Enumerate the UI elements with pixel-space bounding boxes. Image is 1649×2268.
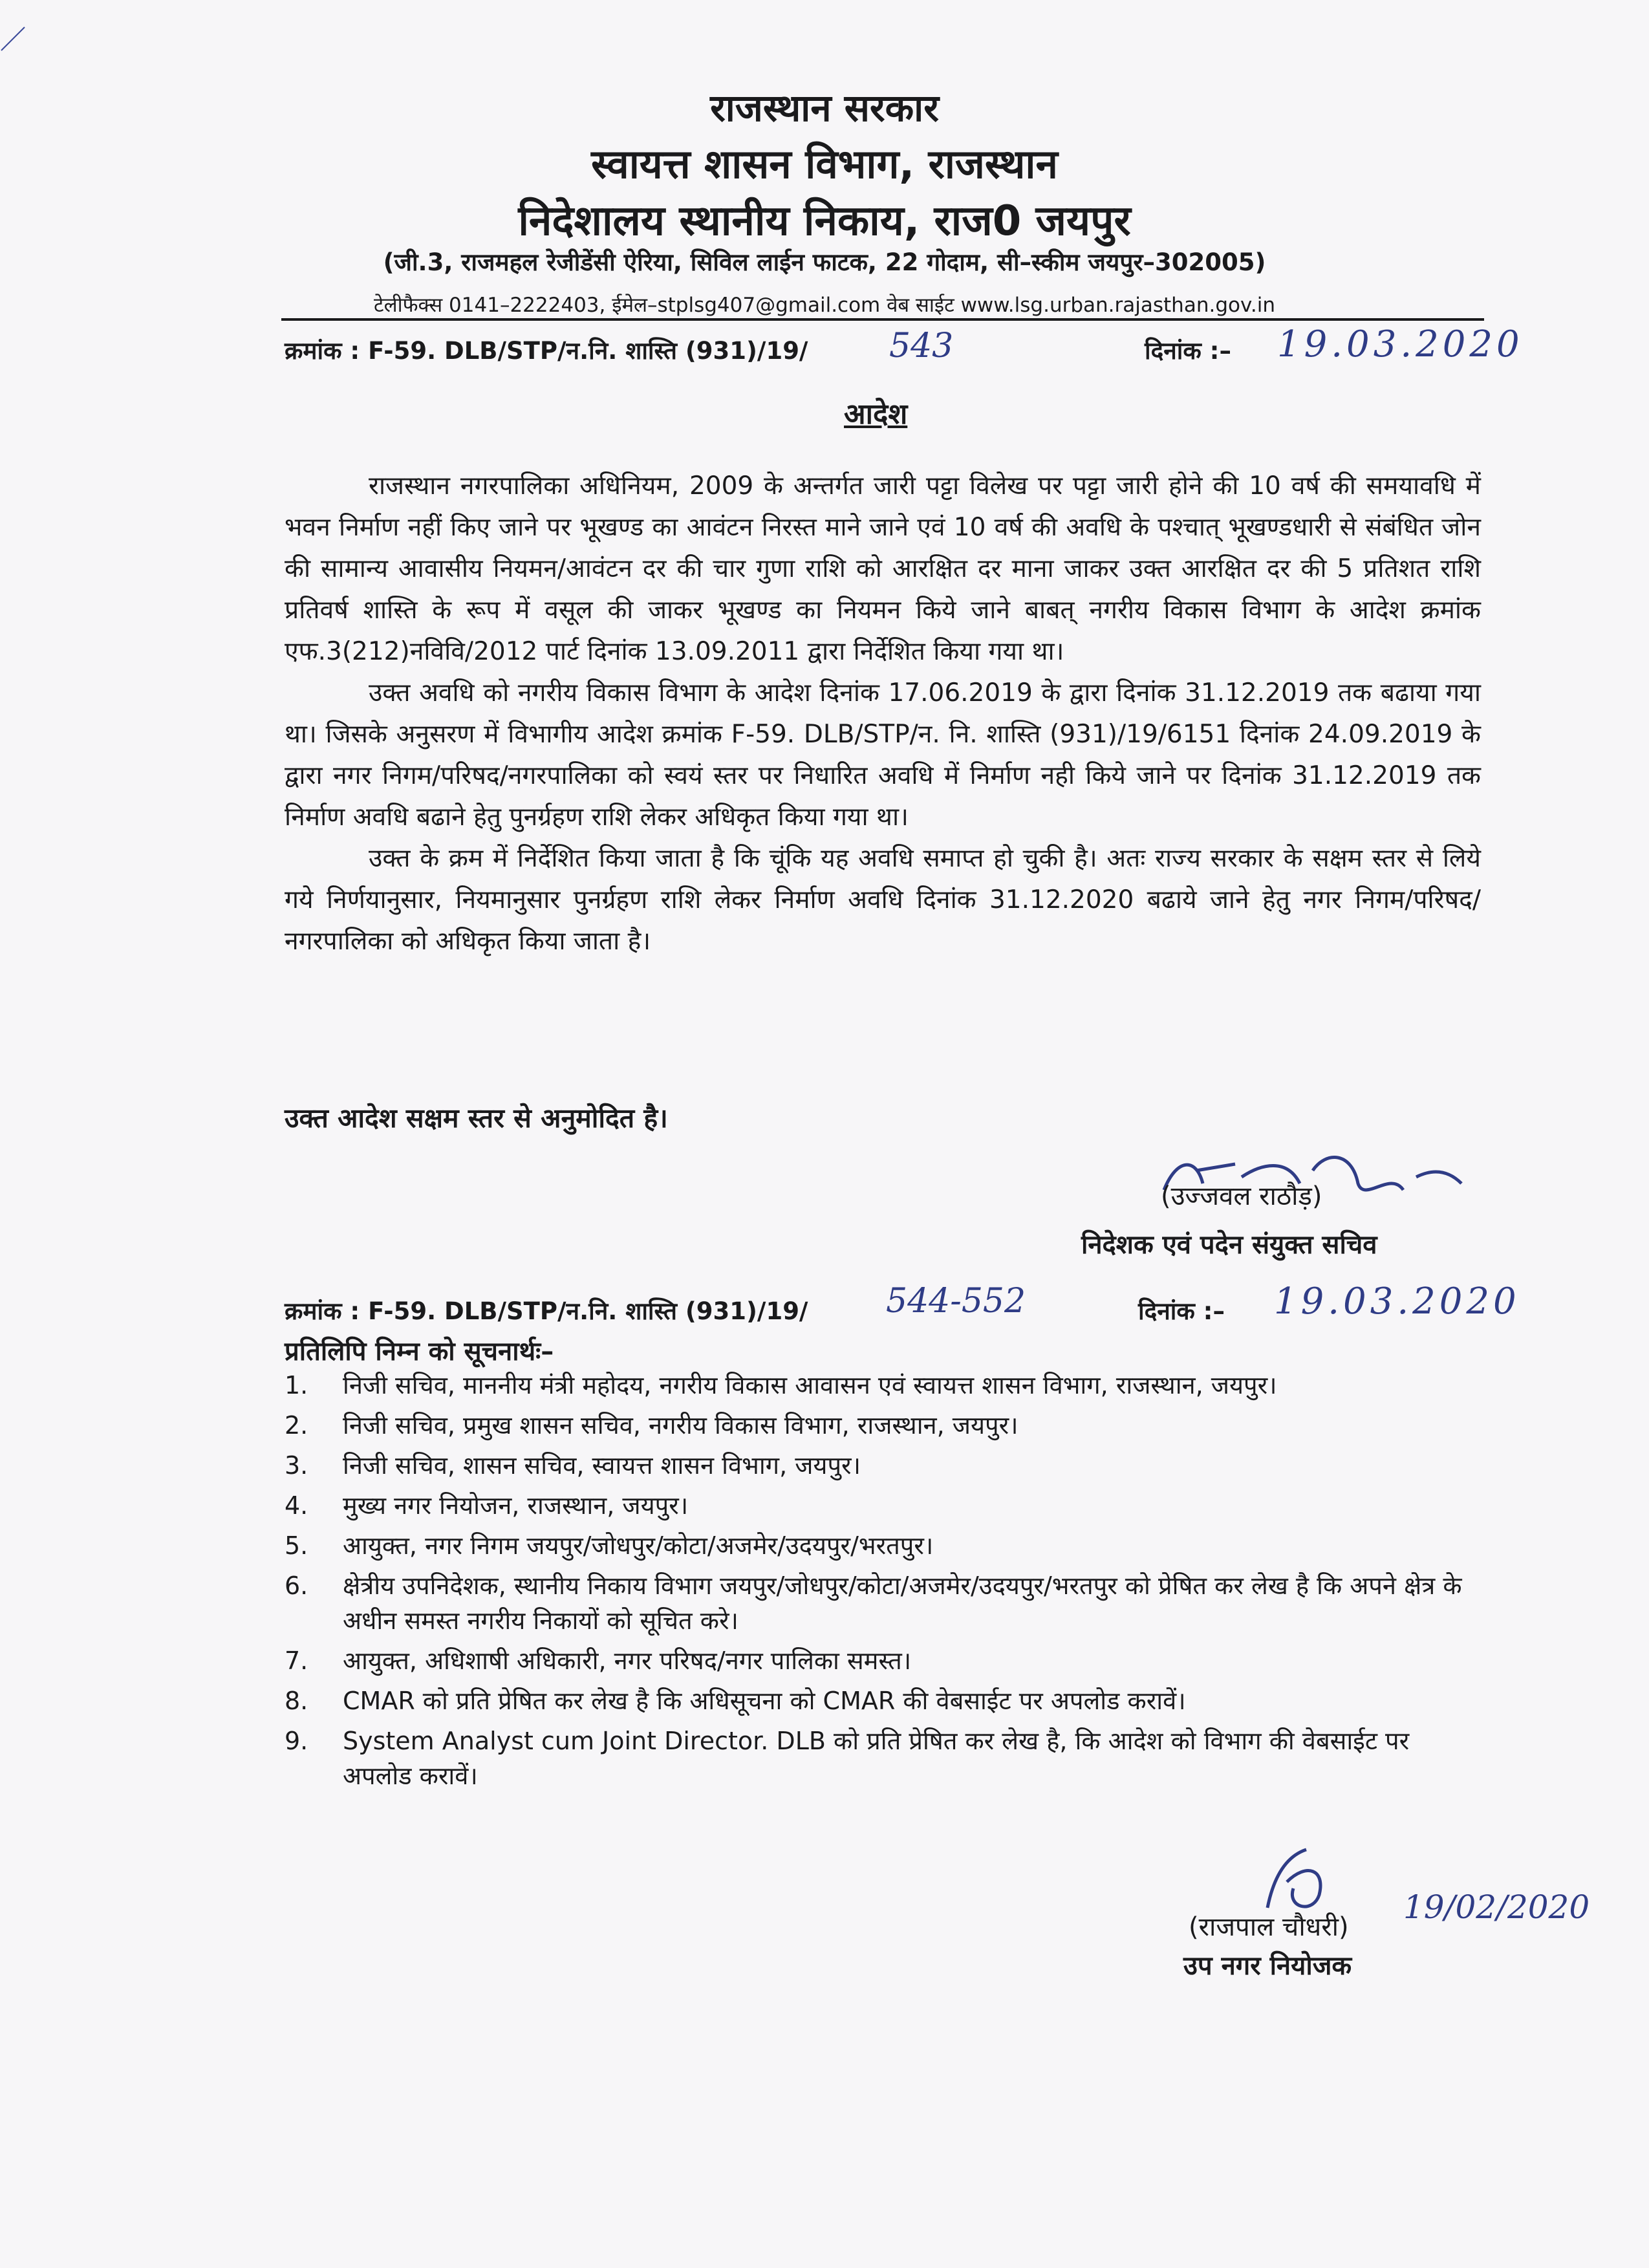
contact-info: टेलीफैक्स 0141–2222403, ईमेल–stplsg407@gmail.com वेब साईट www.lsg.urban.rajasthan.gov.in: [373, 294, 1276, 317]
header-divider: [281, 318, 1484, 321]
signatory-2-name: (राजपाल चौधरी): [1189, 1912, 1349, 1942]
signatory-2-handwritten-date: 19/02/2020: [1403, 1888, 1590, 1926]
list-item: 2. निजी सचिव, प्रमुख शासन सचिव, नगरीय विकास विभाग, राजस्थान, जयपुर।: [285, 1411, 1018, 1440]
list-item: 5. आयुक्त, नगर निगम जयपुर/जोधपुर/कोटा/अजमेर/उदयपुर/भरतपुर।: [285, 1531, 934, 1560]
list-item: 4. मुख्य नगर नियोजन, राजस्थान, जयपुर।: [285, 1491, 689, 1520]
paragraph-2: उक्त अवधि को नगरीय विकास विभाग के आदेश दिनांक 17.06.2019 के द्वारा दिनांक 31.12.2019 तक बढाया गया था। जिसके अनुसरण में विभागीय आदेश क्रमांक F-59. DLB/STP/न. नि. शास्ति (931)/19/6151 दिनांक 24.09.2019 के द्वारा नगर निगम/परिषद/नगरपालिका को स्वयं स्तर पर निधारित अवधि में निर्माण नही किये जाने पर दिनांक 31.12.2019 तक निर्माण अवधि बढाने हेतु पुनर्ग्रहण राशि लेकर अधिकृत किया गया था।: [285, 678, 1481, 832]
list-item: 8. CMAR को प्रति प्रेषित कर लेख है कि अधिसूचना को CMAR की वेबसाईट पर अपलोड करावें।: [285, 1687, 1186, 1715]
ref-number-handwritten: 543: [889, 327, 954, 365]
copy-ref-number-label: क्रमांक : F-59. DLB/STP/न.नि. शास्ति (931)/19/: [285, 1297, 808, 1325]
approval-statement: उक्त आदेश सक्षम स्तर से अनुमोदित है।: [285, 1103, 668, 1134]
office-address: (जी.3, राजमहल रेजीडेंसी ऐरिया, सिविल लाईन फाटक, 22 गोदाम, सी–स्कीम जयपुर–302005): [383, 248, 1266, 276]
directorate-name: निदेशालय स्थानीय निकाय, राज0 जयपुर: [518, 197, 1131, 245]
govt-name: राजस्थान सरकार: [710, 86, 939, 130]
list-item: 3. निजी सचिव, शासन सचिव, स्वायत्त शासन विभाग, जयपुर।: [285, 1451, 861, 1480]
paragraph-3: उक्त के क्रम में निर्देशित किया जाता है कि चूंकि यह अवधि समाप्त हो चुकी है। अतः राज्य सरकार के सक्षम स्तर से लिये गये निर्णयानुसार, नियमानुसार पुनर्ग्रहण राशि लेकर निर्माण अवधि दिनांक 31.12.2020 बढाये जाने हेतु नगर निगम/परिषद/नगरपालिका को अधिकृत किया जाता है।: [285, 844, 1481, 956]
paragraph-1: राजस्थान नगरपालिका अधिनियम, 2009 के अन्तर्गत जारी पट्टा विलेख पर पट्टा जारी होने की 10 वर्ष की समयावधि में भवन निर्माण नहीं किए जाने पर भूखण्ड का आवंटन निरस्त माने जाने एवं 10 वर्ष की अवधि के पश्चात् भूखण्डधारी से संबंधित जोन की सामान्य आवासीय नियमन/आवंटन दर की चार गुणा राशि को आरक्षित दर माना जाकर उक्त आरक्षित दर की 5 प्रतिशत राशि प्रतिवर्ष शास्ति के रूप में वसूल की जाकर भूखण्ड का नियमन किये जाने बाबत् नगरीय विकास विभाग के आदेश क्रमांक एफ.3(212)नविवि/2012 पार्ट दिनांक 13.09.2011 द्वारा निर्देशित किया गया था।: [285, 471, 1481, 666]
copy-date-label: दिनांक :–: [1138, 1297, 1225, 1325]
date-label: दिनांक :–: [1145, 337, 1231, 365]
signatory-1-name: (उज्जवल राठौड़): [1161, 1182, 1322, 1211]
list-item: 7. आयुक्त, अधिशाषी अधिकारी, नगर परिषद/नगर पालिका समस्त।: [285, 1647, 912, 1675]
copy-list: [285, 1368, 1481, 1798]
list-item: 9. System Analyst cum Joint Director. DLB को प्रति प्रेषित कर लेख है, कि आदेश को विभाग की वेबसाईट पर अपलोड करावें।: [285, 1727, 1410, 1790]
order-title: आदेश: [844, 398, 908, 431]
scan-mark: [0, 26, 26, 52]
ref-number-label: क्रमांक : F-59. DLB/STP/न.नि. शास्ति (931)/19/: [285, 337, 808, 365]
order-body: [285, 466, 1481, 962]
list-item: 6. क्षेत्रीय उपनिदेशक, स्थानीय निकाय विभाग जयपुर/जोधपुर/कोटा/अजमेर/उदयपुर/भरतपुर को प्रेषित कर लेख है कि अपने क्षेत्र के अधीन समस्त नगरीय निकायों को सूचित करे।: [285, 1571, 1462, 1635]
copy-heading: प्रतिलिपि निम्न को सूचनार्थः–: [285, 1337, 554, 1366]
copy-ref-number-handwritten: 544-552: [886, 1282, 1026, 1321]
list-item: 1. निजी सचिव, माननीय मंत्री महोदय, नगरीय विकास आवासन एवं स्वायत्त शासन विभाग, राजस्थान, जयपुर।: [285, 1371, 1277, 1399]
signatory-1-title: निदेशक एवं पदेन संयुक्त सचिव: [1081, 1230, 1377, 1260]
signatory-2-title: उप नगर नियोजक: [1183, 1951, 1352, 1981]
department-name: स्वायत्त शासन विभाग, राजस्थान: [591, 140, 1058, 188]
copy-date-handwritten: 19.03.2020: [1274, 1280, 1520, 1323]
date-handwritten: 19.03.2020: [1277, 323, 1524, 365]
